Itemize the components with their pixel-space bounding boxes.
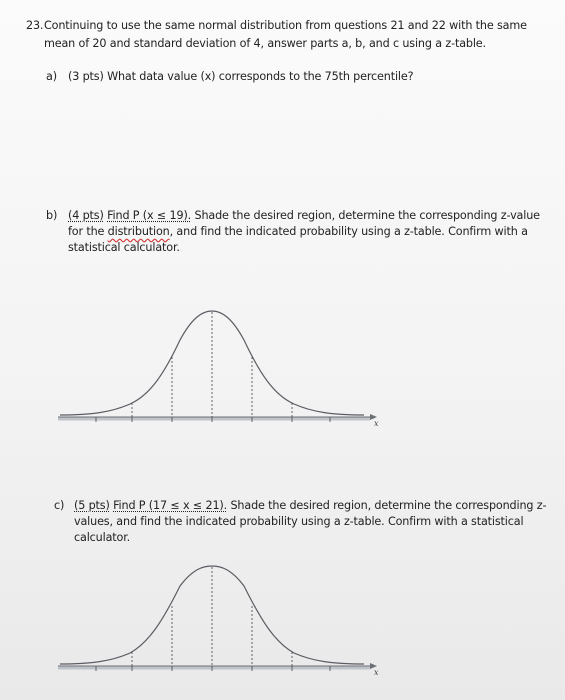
part-b-instruction: Shade the desired region, determine the corresponding z-value [194, 209, 540, 222]
part-a-text: (3 pts) What data value (x) corresponds to the 75th percentile? [68, 70, 414, 83]
normal-curve-graph-c [52, 556, 382, 691]
normal-curve-graph-b [52, 300, 382, 435]
part-c-points: (5 pts) [74, 499, 110, 512]
question-line-1: Continuing to use the same normal distribution from questions 21 and 22 with the same [44, 19, 527, 32]
graph-b-bell-curve [60, 311, 364, 415]
part-c-line-1 [74, 498, 546, 514]
part-b-line-3: statistical calculator. [68, 241, 180, 254]
part-b-line-2-prefix: for the [68, 225, 108, 238]
part-c-line-3: calculator. [74, 531, 131, 544]
part-b-line-2-underlined-word: distribution [107, 225, 170, 238]
question-number: 23. [26, 19, 44, 32]
graph-c-axis-label: x [374, 668, 379, 677]
part-c-line-2: values, and find the indicated probability using a z-table. Confirm with a statistical [74, 515, 524, 528]
part-b-probability-expression: Find P (x ≤ 19). [107, 209, 192, 222]
part-b-line-1 [68, 208, 540, 224]
part-b-line-2 [68, 224, 528, 240]
part-c-label: c) [54, 499, 65, 512]
part-a-label: a) [46, 70, 57, 83]
part-b-line-2-rest: , and find the indicated probability using a z-table. Confirm with a [169, 225, 528, 238]
part-b-points: (4 pts) [68, 209, 104, 222]
part-c-probability-expression: Find P (17 ≤ x ≤ 21). [113, 499, 228, 512]
part-b-label: b) [46, 209, 58, 222]
graph-b-axis-label: x [374, 419, 379, 428]
part-c-instruction: Shade the desired region, determine the corresponding z- [230, 499, 547, 512]
question-line-2: mean of 20 and standard deviation of 4, answer parts a, b, and c using a z-table. [44, 37, 486, 50]
